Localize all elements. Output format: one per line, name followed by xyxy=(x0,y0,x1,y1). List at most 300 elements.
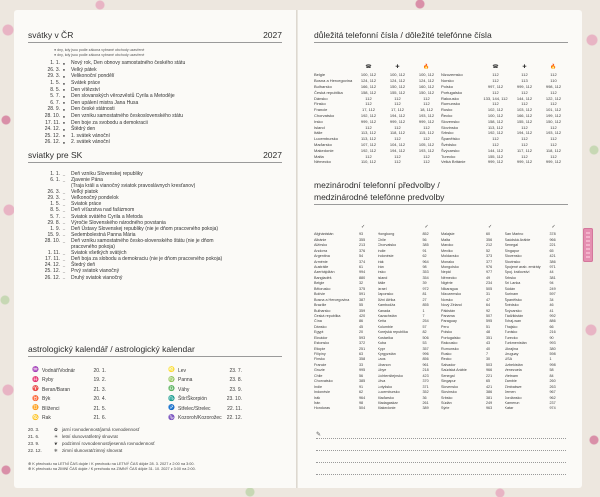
dial-code: 91 xyxy=(422,248,427,253)
phone-number: 999, 112 xyxy=(487,159,504,165)
country-name: Finsko xyxy=(314,101,326,107)
dial-code: 976 xyxy=(486,265,493,270)
country-name: Nikaragua xyxy=(441,286,458,291)
prefix-row xyxy=(378,303,442,308)
dial-code: 30 xyxy=(486,357,491,362)
prefix-row xyxy=(314,341,378,346)
country-name: Island xyxy=(314,124,325,130)
holiday-date: 28. 10. xyxy=(44,237,60,244)
dial-code: 992 xyxy=(549,313,556,318)
emergency-row xyxy=(314,101,441,107)
country-name: Island xyxy=(377,275,388,280)
phone-number: 124, 112 xyxy=(360,78,377,84)
prefix-row xyxy=(441,379,505,384)
prefix-row xyxy=(314,248,378,253)
holiday-date: 1. 5. xyxy=(50,79,60,86)
emergency-row xyxy=(314,89,441,95)
country-name: Čína xyxy=(314,319,322,324)
pencil-icon: ✎ xyxy=(316,432,322,438)
prefix-row xyxy=(378,281,442,286)
dial-code: 995 xyxy=(359,368,366,373)
prefix-row xyxy=(314,390,378,395)
country-name: Bělorusko xyxy=(314,286,331,291)
country-name: Senegal xyxy=(504,243,519,248)
holiday-date: 5. 7. xyxy=(50,93,60,100)
phone-number: 193, 112 xyxy=(545,130,562,136)
dial-code: 254 xyxy=(422,319,429,324)
prefix-row xyxy=(378,243,442,248)
country-name: Mexiko xyxy=(441,248,453,253)
prefix-row xyxy=(505,401,569,406)
emergency-row xyxy=(314,107,441,113)
prefix-row xyxy=(505,265,569,270)
bullet-icon: ● xyxy=(62,60,66,66)
astro-header xyxy=(28,344,282,357)
season-icon: ❄ xyxy=(54,447,58,453)
police-icon: ☎ xyxy=(365,63,372,70)
dial-code: 63 xyxy=(359,352,364,357)
country-name: Španělsko xyxy=(504,297,522,302)
zodiac-sign-icon: ♐ xyxy=(168,405,175,412)
police-icon: ☎ xyxy=(492,63,499,70)
prefix-row xyxy=(378,379,442,384)
phone-number: 158, 112 xyxy=(360,89,377,95)
phone-number: 150, 112 xyxy=(418,89,435,95)
phone-number: 155, 112 xyxy=(487,153,504,159)
bullet-icon: – xyxy=(62,214,66,220)
holiday-row xyxy=(28,67,282,74)
prefix-row xyxy=(505,243,569,248)
zodiac-sign-icon: ♎ xyxy=(168,386,175,393)
dial-code: 357 xyxy=(422,346,429,351)
phone-number: 100, 112 xyxy=(389,72,406,78)
dial-code: 45 xyxy=(359,324,364,329)
prefix-row xyxy=(314,324,378,329)
phone-check-icon: ✓ xyxy=(488,224,493,231)
dial-code: 62 xyxy=(422,254,427,259)
bullet-icon: ● xyxy=(62,139,66,145)
country-name: Pákistán xyxy=(441,308,456,313)
phone-number: 112 xyxy=(394,153,401,159)
dial-code: 36 xyxy=(422,395,427,400)
prefix-row xyxy=(505,292,569,297)
country-name: Rumunsko xyxy=(441,101,461,107)
dial-code: 352 xyxy=(422,390,429,395)
phone-number: 999, 112 xyxy=(418,118,435,124)
dial-code: 385 xyxy=(359,379,366,384)
country-name: Norsko xyxy=(441,297,453,302)
dial-code: 961 xyxy=(422,362,429,367)
prefix-row xyxy=(314,314,378,319)
prefix-row xyxy=(378,265,442,270)
holiday-name: Sviatok všetkých svätých xyxy=(71,250,127,257)
zodiac-name: Vodnář/Vodnár xyxy=(42,367,76,374)
country-name: Alžírsko xyxy=(314,243,328,248)
prefix-row xyxy=(441,390,505,395)
emergency-row xyxy=(314,142,441,148)
country-name: Estonsko xyxy=(314,341,330,346)
country-name: Venezuela xyxy=(504,368,522,373)
country-name: Slovinsko xyxy=(441,124,459,130)
dial-code: 966 xyxy=(486,368,493,373)
country-name: Ukrajina xyxy=(504,346,519,351)
holiday-name: Deň víťazstva nad fašizmom xyxy=(71,207,135,214)
phone-number: 103, 112 xyxy=(516,107,533,113)
prefix-column xyxy=(441,232,505,411)
zodiac-sign-icon: ♌ xyxy=(168,367,175,374)
prefix-row xyxy=(314,232,378,237)
holiday-name: Deň vzniku Slovenskej republiky xyxy=(71,170,143,177)
right-page xyxy=(298,10,582,488)
country-name: Bolívie xyxy=(314,292,326,297)
country-name: Rusko xyxy=(441,107,453,113)
dial-code: 972 xyxy=(422,286,429,291)
country-name: Švédsko xyxy=(441,141,457,147)
country-name: Malta xyxy=(441,237,451,242)
country-name: Kanada xyxy=(377,308,391,313)
zodiac-row xyxy=(168,395,242,405)
dial-code: 381 xyxy=(549,275,556,280)
holiday-row xyxy=(28,93,282,100)
bullet-icon: – xyxy=(62,238,66,244)
country-name: Lucembursko xyxy=(314,136,339,142)
country-name: Súdán xyxy=(441,400,452,405)
dial-code: 48 xyxy=(486,330,491,335)
emergency-row xyxy=(441,159,568,165)
country-name: Surinam xyxy=(504,292,519,297)
country-name: Indie xyxy=(377,248,386,253)
cz-note: ● dny, kdy jsou podle zákona vybrané obchody uzavřené xyxy=(54,48,145,52)
holiday-name: Druhý sviatok vianočný xyxy=(71,274,123,281)
dial-code: 370 xyxy=(422,379,429,384)
country-name: Švýcarsko xyxy=(504,308,522,313)
emergency-grid xyxy=(314,72,568,165)
bullet-icon: – xyxy=(62,262,66,268)
phone-number: 112 xyxy=(423,136,430,142)
dial-code: 213 xyxy=(359,243,366,248)
dial-code: 62 xyxy=(359,390,364,395)
phone-number: 144, 112 xyxy=(487,147,504,153)
prefix-row xyxy=(378,363,442,368)
phone-number: 112 xyxy=(521,153,528,159)
dial-code: 856 xyxy=(422,357,429,362)
country-name: Polsko xyxy=(441,83,454,89)
bullet-icon: – xyxy=(62,275,66,281)
emergency-icons-row xyxy=(314,62,568,72)
note-line xyxy=(316,438,566,439)
dial-code: 32 xyxy=(359,281,364,286)
sk-holidays-year: 2027 xyxy=(263,150,282,160)
cz-holidays-header xyxy=(28,30,282,43)
country-name: Kambodža xyxy=(377,303,396,308)
country-name: Nigérie xyxy=(441,281,453,286)
emergency-row xyxy=(441,124,568,130)
country-name: Spoj. království xyxy=(504,270,530,275)
phone-number: 155, 112 xyxy=(389,89,406,95)
holiday-date: 5. 7. xyxy=(50,213,60,220)
country-name: Itálie xyxy=(377,281,386,286)
country-name: Belgie xyxy=(314,281,325,286)
country-name: Švédsko xyxy=(504,303,519,308)
bullet-icon: – xyxy=(62,269,66,275)
holiday-row xyxy=(28,139,282,146)
country-name: Libanon xyxy=(377,362,391,367)
phone-number: 144, 112 xyxy=(516,95,533,101)
country-name: Kostarika xyxy=(377,335,393,340)
emergency-row xyxy=(314,72,441,78)
emergency-row xyxy=(314,78,441,84)
dial-code: 375 xyxy=(359,286,366,291)
dial-code: 7 xyxy=(422,313,425,318)
prefix-row xyxy=(505,373,569,378)
prefix-row xyxy=(505,390,569,395)
phone-number: 998, 112 xyxy=(545,83,562,89)
prefix-row xyxy=(314,330,378,335)
season-date: 21. 6. xyxy=(28,433,40,439)
dial-code: 598 xyxy=(549,352,556,357)
prefix-row xyxy=(314,292,378,297)
prefix-row xyxy=(314,270,378,275)
country-name: Finsko xyxy=(314,357,325,362)
holiday-date: 1. 9. xyxy=(50,225,60,232)
prefix-row xyxy=(378,270,442,275)
country-name: Lichtenštejnsko xyxy=(377,373,403,378)
country-name: Indonésie xyxy=(314,390,330,395)
phone-number: 113, 112 xyxy=(361,130,376,136)
zodiac-row xyxy=(168,385,242,395)
phone-number: 112 xyxy=(521,89,528,95)
phone-check-icon: ✓ xyxy=(551,224,556,231)
season-row xyxy=(28,447,282,454)
country-name: Kypr xyxy=(377,346,386,351)
prefix-row xyxy=(378,308,442,313)
prefix-row xyxy=(314,401,378,406)
country-name: Dánsko xyxy=(314,324,327,329)
phone-number: 112 xyxy=(394,95,401,101)
prefix-row xyxy=(441,281,505,286)
dial-code: 374 xyxy=(359,259,366,264)
holiday-name: Den české státnosti xyxy=(71,106,115,113)
bullet-icon: ● xyxy=(62,113,66,119)
phone-number: 112 xyxy=(521,136,528,142)
phone-number: 100, 112 xyxy=(360,72,377,78)
prefix-row xyxy=(505,270,569,275)
dial-code: 996 xyxy=(422,352,429,357)
country-name: Bulharsko xyxy=(314,83,332,89)
country-name: Kazachstán xyxy=(377,313,397,318)
country-name: Rumunsko xyxy=(441,346,459,351)
astro-title: astrologický kalendář / astrologický kalendar xyxy=(28,344,195,354)
country-name: Španělsko xyxy=(441,136,460,142)
country-name: Írán xyxy=(314,400,321,405)
phone-number: 112 xyxy=(550,89,557,95)
zodiac-row xyxy=(32,414,106,424)
bullet-icon: – xyxy=(62,195,66,201)
zodiac-name: Panna xyxy=(178,377,193,384)
phone-number: 999, 112 xyxy=(360,118,377,124)
emergency-row xyxy=(441,89,568,95)
sk-holidays-title: sviatky pre SK xyxy=(28,150,83,160)
dial-code: 421 xyxy=(486,384,493,389)
country-name: Turecko xyxy=(504,335,518,340)
phone-number: 112 xyxy=(365,153,372,159)
holiday-date: 6. 1. xyxy=(50,177,60,184)
country-name: Srbsko xyxy=(441,130,454,136)
holiday-date: 29. 3. xyxy=(47,195,60,202)
prefix-row xyxy=(441,292,505,297)
emergency-column xyxy=(314,72,441,165)
zodiac-date: 22. 11. xyxy=(227,405,242,412)
prefix-row xyxy=(378,335,442,340)
holiday-date: 17. 11. xyxy=(45,256,60,263)
dial-code: 359 xyxy=(359,308,366,313)
dial-code: 591 xyxy=(359,292,366,297)
country-name: Nizozemsko xyxy=(441,72,463,78)
zodiac-name: Beran/Baran xyxy=(42,386,71,393)
dial-code: 974 xyxy=(549,406,556,411)
cz-note: ● dny, kdy jsou podle zákona vybrané obchody uzavřené xyxy=(54,53,145,57)
holiday-date: 29. 8. xyxy=(47,219,60,226)
country-name: Hongkong xyxy=(377,232,395,237)
prefix-row xyxy=(314,346,378,351)
prefix-row xyxy=(505,346,569,351)
emergency-row xyxy=(314,136,441,142)
prefix-row xyxy=(505,341,569,346)
dial-code: 386 xyxy=(486,390,493,395)
phone-number: 112 xyxy=(365,95,372,101)
dial-code: 595 xyxy=(486,319,493,324)
prefix-row xyxy=(378,292,442,297)
emergency-row xyxy=(441,136,568,142)
dial-code: 964 xyxy=(422,259,429,264)
phone-number: 112 xyxy=(550,153,557,159)
prefix-row xyxy=(505,384,569,389)
dial-code: 423 xyxy=(422,373,429,378)
country-name: Chorvatsko xyxy=(314,112,335,118)
emergency-row xyxy=(314,130,441,136)
prefix-row xyxy=(378,330,442,335)
country-name: Írán xyxy=(377,265,384,270)
phone-number: 118, 112 xyxy=(546,147,561,153)
holiday-name: Veľký piatok xyxy=(71,189,99,196)
country-name: Saúdská Arábie xyxy=(441,368,467,373)
dial-code: 967 xyxy=(549,390,556,395)
country-name: Irsko xyxy=(377,270,386,275)
dial-code: 49 xyxy=(486,275,491,280)
holiday-date: 26. 3. xyxy=(47,189,60,196)
holiday-date: 1. 11. xyxy=(47,250,60,257)
holiday-row xyxy=(28,80,282,87)
country-name: Panama xyxy=(441,313,455,318)
country-name: Albánie xyxy=(314,237,327,242)
dial-code: 98 xyxy=(359,400,364,405)
country-name: Řecko xyxy=(441,357,452,362)
zodiac-column xyxy=(32,366,106,423)
country-name: Honduras xyxy=(314,406,330,411)
phone-number: 166, 112 xyxy=(516,112,533,118)
dial-code: 385 xyxy=(422,243,429,248)
dial-code: 993 xyxy=(549,341,556,346)
holiday-date: 15. 9. xyxy=(47,231,60,238)
cz-holidays-title: svátky v ČR xyxy=(28,30,74,40)
zodiac-column xyxy=(168,366,242,423)
country-name: Irák xyxy=(314,395,321,400)
phone-number: 112 xyxy=(492,136,499,142)
dial-code: 53 xyxy=(422,341,427,346)
phone-number: 18, 112 xyxy=(419,107,434,113)
bullet-icon: ● xyxy=(62,87,66,93)
phone-number: 194, 112 xyxy=(389,112,406,118)
zodiac-row xyxy=(32,404,106,414)
holiday-date: 26. 12. xyxy=(44,139,60,146)
prefix-row xyxy=(314,406,378,411)
zodiac-name: Štír/Škorpión xyxy=(178,396,207,403)
prefix-row xyxy=(314,308,378,313)
zodiac-name: Ryby xyxy=(42,377,54,384)
prefix-row xyxy=(314,373,378,378)
prefix-row xyxy=(505,248,569,253)
phone-number: 110 xyxy=(550,78,557,84)
dial-code: 66 xyxy=(549,324,554,329)
prefix-row xyxy=(314,286,378,291)
prefix-row xyxy=(505,352,569,357)
emergency-row xyxy=(314,118,441,124)
note-line xyxy=(316,450,566,451)
prefix-row xyxy=(441,368,505,373)
country-name: Katar xyxy=(504,406,514,411)
country-name: Zimbabwe xyxy=(504,384,522,389)
emergency-row xyxy=(441,101,568,107)
country-name: Makedonie xyxy=(377,406,396,411)
phone-number: 107, 112 xyxy=(360,141,377,147)
prefix-row xyxy=(378,297,442,302)
holiday-name: (Traja králi a vianočný sviatok pravoslávnych kresťanov) xyxy=(71,183,196,190)
holiday-date: 26. 3. xyxy=(47,66,60,73)
holiday-name: Výročie Slovenského národného povstania xyxy=(71,219,166,226)
elastic-band xyxy=(583,228,593,262)
country-name: Itálie xyxy=(314,130,323,136)
dial-code: 65 xyxy=(549,248,554,253)
dial-code: 90 xyxy=(549,335,554,340)
country-name: Ázerbájdžán xyxy=(314,270,335,275)
phone-number: 194, 112 xyxy=(516,130,533,136)
country-name: Egypt xyxy=(314,330,324,335)
country-name: Spojené arab. emiráty xyxy=(504,265,541,270)
prefix-column xyxy=(505,232,569,411)
prefix-row xyxy=(378,314,442,319)
phone-number: 112 xyxy=(521,124,528,130)
prefix-row xyxy=(441,373,505,378)
season-row xyxy=(28,433,282,440)
holiday-name: Den slovanských věrozvěstů Cyrila a Metoděje xyxy=(71,93,175,100)
phone-number: 192, 112 xyxy=(360,147,377,153)
country-name: Francie xyxy=(314,362,327,367)
dial-code: 1 xyxy=(549,357,552,362)
prefix-row xyxy=(441,406,505,411)
zodiac-row xyxy=(168,404,242,414)
dial-code: 377 xyxy=(486,259,493,264)
bullet-icon: ● xyxy=(62,126,66,132)
phone-number: 100, 112 xyxy=(418,72,435,78)
phone-number: 999, 112 xyxy=(545,159,562,165)
country-name: Norsko xyxy=(441,78,454,84)
prefix-row xyxy=(441,319,505,324)
country-name: Jižní Afrika xyxy=(377,297,396,302)
emergency-column xyxy=(441,72,568,165)
phone-check-icon: ✓ xyxy=(361,224,366,231)
bullet-icon: ● xyxy=(62,73,66,79)
dial-code: 506 xyxy=(422,335,429,340)
